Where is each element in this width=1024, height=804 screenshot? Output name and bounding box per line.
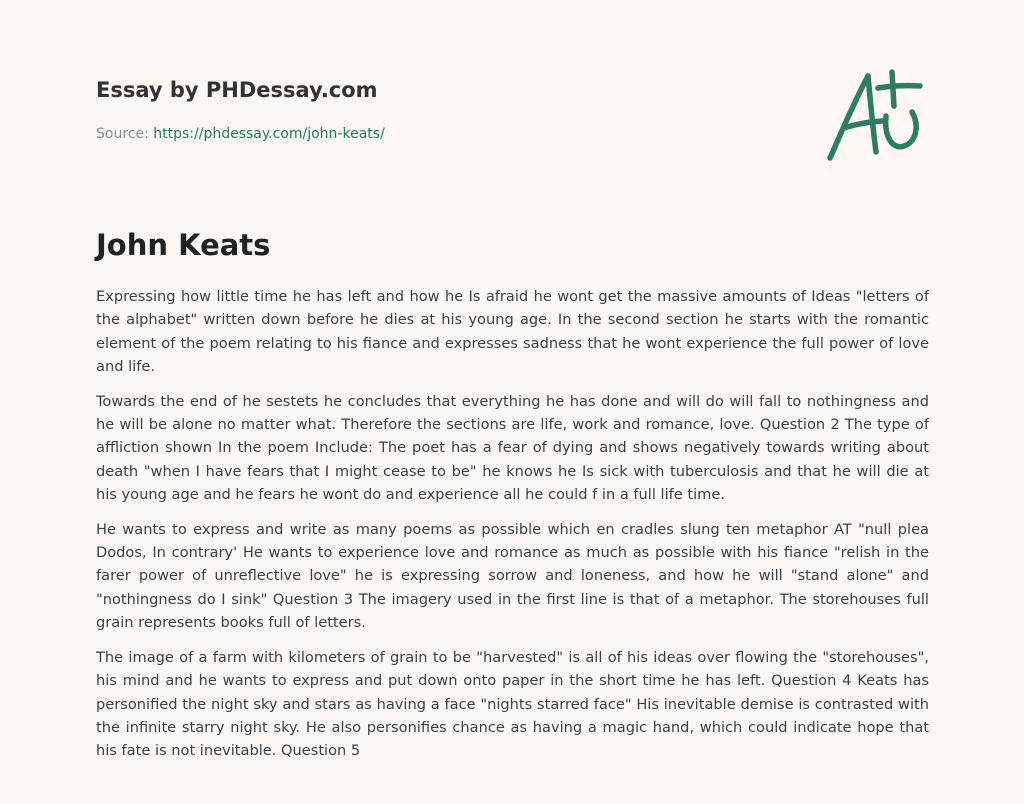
page-header xyxy=(96,76,936,144)
essay-paragraph: Expressing how little time he has left and how he Is afraid he wont get the massive amounts of Ideas "letters of the alphabet" written down before he dies at his young age. In the second section he starts with the romantic element of the poem relating to his fiance and expresses sadness that he wont experience the full power of love and life. xyxy=(96,288,929,376)
essay-paragraph: He wants to express and write as many poems as possible which en cradles slung ten metaphor AT "null plea Dodos, In contrary' He wants to experience love and romance as much as possible with his fiance "relish in the farer power of unreflective love" he is expressing sorrow and loneness, and how he will "stand alone" and "nothingness do I sink" Question 3 The imagery used in the first line is that of a metaphor. The storehouses full grain represents books full of letters. xyxy=(96,520,929,632)
essay-paragraph: Towards the end of he sestets he concludes that everything he has done and will do will fall to nothingness and he will be alone no matter what. Therefore the sections are life, work and romance, love. Question 2 The type of affliction shown In the poem Include: The poet has a fear of dying and shows negatively towards writing about death "when I have fears that I might cease to be" he knows he Is sick with tuberculosis and that he will die at his young age and he fears he wont do and experience all he could f in a full life time. xyxy=(96,392,929,504)
essay-paragraph: The image of a farm with kilometers of grain to be "harvested" is all of his ideas over flowing the "storehouses", his mind and he wants to express and put down onto paper in the short time he has left. Question 4 Keats has personified the night sky and stars as having a face "nights starred face" His inevitable demise is contrasted with the infinite starry night sky. He also personifies chance as having a magic hand, which could indicate hope that his fate is not inevitable. Question 5 xyxy=(96,648,929,760)
essay-title: John Keats xyxy=(96,228,271,262)
essay-body xyxy=(96,285,929,774)
a-plus-grade-icon xyxy=(820,66,930,166)
source-link[interactable]: https://phdessay.com/john-keats/ xyxy=(153,126,385,142)
source-line xyxy=(96,124,936,144)
site-brand: Essay by PHDessay.com xyxy=(96,78,378,102)
source-label: Source: xyxy=(96,126,149,142)
